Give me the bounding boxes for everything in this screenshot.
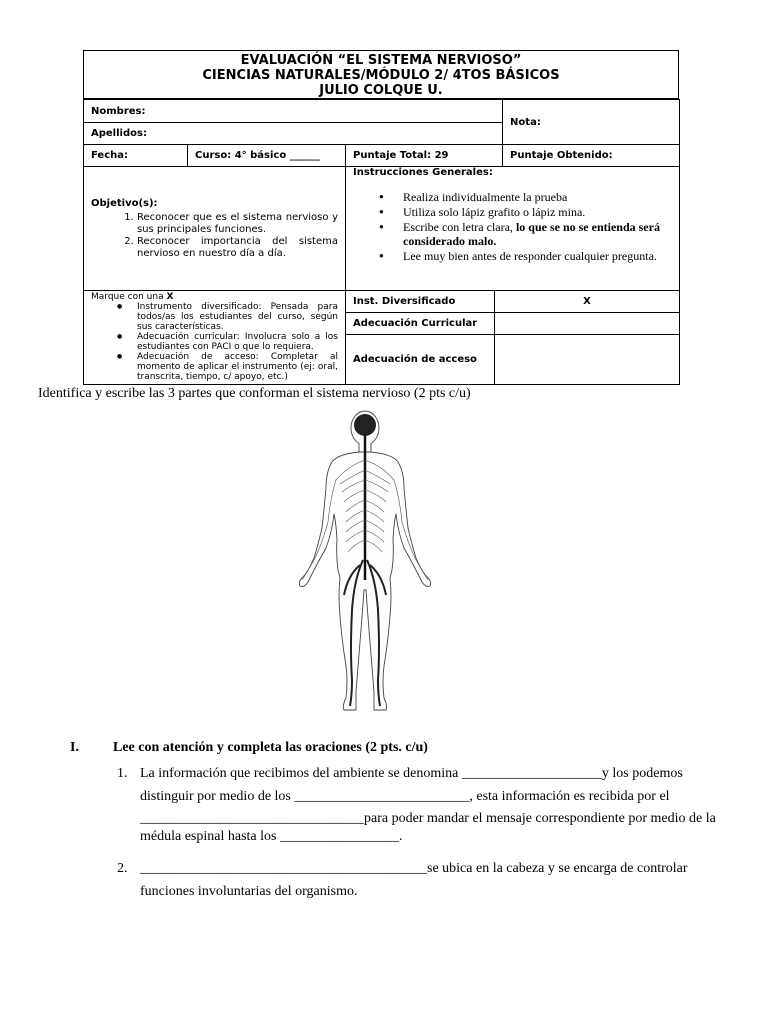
question-2-line[interactable]: _________________________________________se ubica en la cabeza y se encarga de controlar [140, 861, 688, 876]
puntaje-obtenido-field[interactable]: Puntaje Obtenido: [503, 145, 680, 167]
subject-line: CIENCIAS NATURALES/MÓDULO 2/ 4TOS BÁSICOS [202, 68, 560, 83]
marque-item: ● Adecuación de acceso: Completar al momento de aplicar el instrumento (ej: oral, transcrita, tiempo, c/ apoyo, etc.) [137, 352, 338, 382]
question-1-line[interactable]: médula espinal hasta los _________________. [140, 829, 403, 844]
adecuacion-acceso-mark[interactable] [495, 335, 680, 385]
instruccion-item: ● Lee muy bien antes de responder cualquier pregunta. [403, 249, 672, 263]
marque-item: ● Adecuación curricular: Involucra solo a los estudiantes con PACI o que lo requiera. [137, 332, 338, 352]
instrucciones-title: Instrucciones Generales: [353, 167, 493, 178]
nombres-field[interactable]: Nombres: [84, 100, 503, 123]
instrucciones-list [353, 190, 672, 263]
objetivo-item: 1. Reconocer que es el sistema nervioso y sus principales funciones. [137, 212, 338, 236]
question-1-line[interactable]: distinguir por medio de los _________________________, esta información es recibida por el [140, 789, 670, 804]
objetivos-list [91, 212, 338, 260]
instrucciones-cell [346, 167, 680, 291]
marque-cell [84, 291, 346, 385]
section-title: I. Lee con atención y completa las oraciones (2 pts. c/u) [70, 740, 428, 755]
curso-field[interactable]: Curso: 4° básico ______ [188, 145, 346, 167]
puntaje-total: Puntaje Total: 29 [346, 145, 503, 167]
adecuacion-acceso-label: Adecuación de acceso [346, 335, 495, 385]
adecuacion-curricular-label: Adecuación Curricular [346, 313, 495, 335]
exam-title: EVALUACIÓN “EL SISTEMA NERVIOSO” [240, 53, 522, 68]
header-box [83, 50, 679, 99]
question-1-number: 1. [117, 766, 128, 781]
instruccion-item: ● Escribe con letra clara, lo que se no se entienda será considerado malo. [403, 220, 672, 248]
objetivos-cell [84, 167, 346, 291]
objetivos-title: Objetivo(s): [91, 197, 158, 209]
question-1-line[interactable]: ________________________________para poder mandar el mensaje correspondiente por medio de la [140, 811, 716, 826]
fecha-field[interactable]: Fecha: [84, 145, 188, 167]
question-2-number: 2. [117, 861, 128, 876]
marque-title: Marque con una X [91, 292, 174, 302]
inst-diversificado-mark[interactable]: X [495, 291, 680, 313]
instruccion-item: ● Utiliza solo lápiz grafito o lápiz mina. [403, 205, 672, 219]
apellidos-field[interactable]: Apellidos: [84, 123, 503, 145]
identify-instruction: Identifica y escribe las 3 partes que conforman el sistema nervioso (2 pts c/u) [38, 386, 471, 401]
question-1-line[interactable]: La información que recibimos del ambiente se denomina ____________________y los podemos [140, 766, 683, 781]
teacher-name: JULIO COLQUE U. [319, 83, 443, 98]
nervous-system-figure [296, 410, 434, 722]
adecuacion-curricular-mark[interactable] [495, 313, 680, 335]
info-table [83, 99, 680, 385]
marque-list [91, 302, 338, 382]
instruccion-item: ● Realiza individualmente la prueba [403, 190, 672, 204]
question-2-line: funciones involuntarias del organismo. [140, 884, 358, 899]
marque-item: ● Instrumento diversificado: Pensada para todos/as los estudiantes del curso, según sus características. [137, 302, 338, 332]
nota-field[interactable]: Nota: [503, 100, 680, 145]
inst-diversificado-label: Inst. Diversificado [346, 291, 495, 313]
objetivo-item: 2. Reconocer importancia del sistema nervioso en nuestro día a día. [137, 236, 338, 260]
